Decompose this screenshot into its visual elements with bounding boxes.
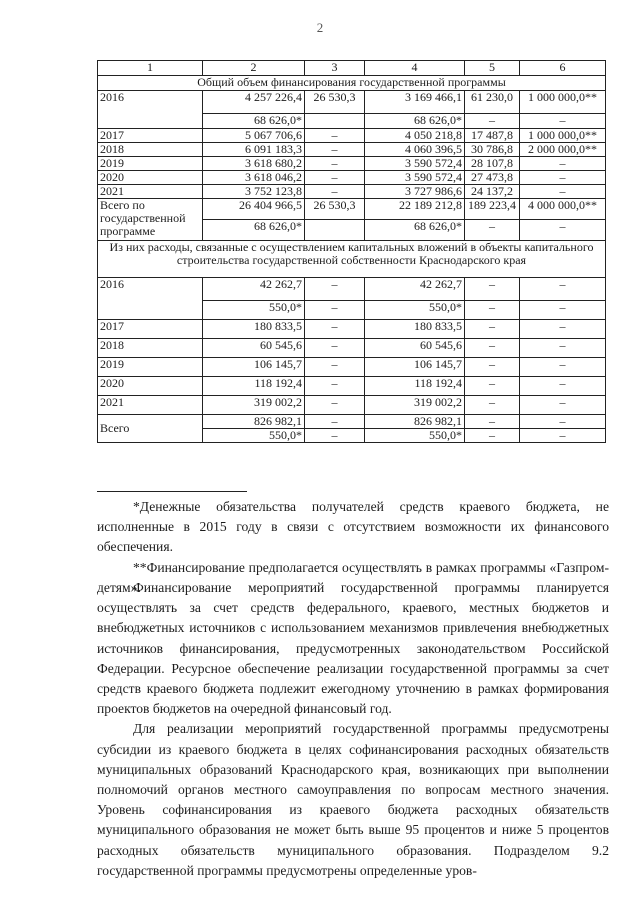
year-cell: 2017: [98, 129, 203, 143]
table-cell: 60 545,6: [365, 339, 465, 358]
table-cell: –: [465, 220, 520, 241]
table-cell: 2 000 000,0**: [520, 143, 606, 157]
table-cell: 22 189 212,8: [365, 199, 465, 220]
table-cell: –: [305, 301, 365, 320]
table-row: [98, 377, 606, 396]
table-cell: –: [465, 301, 520, 320]
table-cell: –: [305, 185, 365, 199]
table-cell: 118 192,4: [203, 377, 305, 396]
table-cell: –: [520, 396, 606, 415]
table-cell: 106 145,7: [365, 358, 465, 377]
table-cell: –: [305, 129, 365, 143]
table-cell: 3 618 680,2: [203, 157, 305, 171]
table-cell: 28 107,8: [465, 157, 520, 171]
table-cell: 68 626,0*: [365, 114, 465, 129]
table-row: [98, 415, 606, 429]
footnote-single-star: *Денежные обязательства получателей средств краевого бюджета, не исполненные в 2015 году в связи с отсутствием возможности их финансового обеспечения.: [97, 499, 609, 555]
table-row: [98, 171, 606, 185]
table-cell: –: [520, 114, 606, 129]
table-cell: 826 982,1: [203, 415, 305, 429]
table-cell: 189 223,4: [465, 199, 520, 220]
table-cell: –: [305, 278, 365, 301]
table-cell: 550,0*: [365, 429, 465, 443]
year-cell: 2016: [98, 278, 203, 320]
table-row: [98, 143, 606, 157]
table-cell: 3 590 572,4: [365, 157, 465, 171]
table-row: [98, 278, 606, 301]
year-cell: 2016: [98, 91, 203, 129]
table-cell: –: [465, 377, 520, 396]
table-cell: 42 262,7: [365, 278, 465, 301]
footnote-separator: [97, 491, 247, 492]
table-cell: 180 833,5: [365, 320, 465, 339]
table-cell: [305, 220, 365, 241]
table-cell: 26 530,3: [305, 199, 365, 220]
year-cell: 2019: [98, 157, 203, 171]
section-title-row: [98, 76, 606, 91]
table-cell: 550,0*: [203, 301, 305, 320]
table-cell: 106 145,7: [203, 358, 305, 377]
table-cell: 1 000 000,0**: [520, 91, 606, 114]
table-cell: –: [520, 220, 606, 241]
year-cell: 2021: [98, 185, 203, 199]
table-cell: 6 091 183,3: [203, 143, 305, 157]
column-number: 5: [465, 61, 520, 76]
table-cell: 68 626,0*: [203, 220, 305, 241]
table-row: [98, 339, 606, 358]
table-row: [98, 185, 606, 199]
table-cell: 3 618 046,2: [203, 171, 305, 185]
table-row: [98, 320, 606, 339]
paragraph-subsidies: Для реализации мероприятий государственной программы предусмотрены субсидии из краевого бюджета в целях софинансирования расходных обязательств муниципальных образований Краснодарского края, возникающих при выполнении полномочий органов местного самоуправления по вопросам местного значения. Уровень софинансирования из краевого бюджета расходных обязательств муниципального образования не может быть выше 95 процентов и ниже 5 процентов расходных обязательств муниципального образования. Подразделом 9.2 государственной программы предусмотрены определенные уров-: [97, 721, 609, 878]
table-cell: –: [520, 320, 606, 339]
table-cell: –: [520, 377, 606, 396]
table-cell: 1 000 000,0**: [520, 129, 606, 143]
table-cell: –: [305, 143, 365, 157]
year-cell: 2017: [98, 320, 203, 339]
table-cell: –: [465, 358, 520, 377]
table-row: [98, 157, 606, 171]
total-label: Всего по государственной программе: [98, 199, 203, 241]
table-row: [98, 358, 606, 377]
table-cell: 4 050 218,8: [365, 129, 465, 143]
table-cell: 60 545,6: [203, 339, 305, 358]
year-cell: 2020: [98, 377, 203, 396]
table-cell: –: [520, 301, 606, 320]
table-header-row: [98, 61, 606, 76]
table-cell: 319 002,2: [203, 396, 305, 415]
table-cell: 4 060 396,5: [365, 143, 465, 157]
table-row: [98, 199, 606, 220]
table-cell: –: [520, 429, 606, 443]
table-cell: –: [465, 278, 520, 301]
table-cell: 3 727 986,6: [365, 185, 465, 199]
year-cell: 2018: [98, 339, 203, 358]
table-cell: 118 192,4: [365, 377, 465, 396]
column-number: 1: [98, 61, 203, 76]
table-cell: –: [465, 429, 520, 443]
table-cell: 27 473,8: [465, 171, 520, 185]
table-cell: 26 530,3: [305, 91, 365, 114]
table-cell: –: [520, 157, 606, 171]
table-cell: 4 000 000,0**: [520, 199, 606, 220]
table-cell: –: [520, 278, 606, 301]
table-cell: –: [305, 157, 365, 171]
table-cell: 17 487,8: [465, 129, 520, 143]
table-cell: 550,0*: [203, 429, 305, 443]
table-cell: [305, 114, 365, 129]
table-cell: 319 002,2: [365, 396, 465, 415]
table-cell: 3 590 572,4: [365, 171, 465, 185]
table-cell: –: [305, 429, 365, 443]
financing-table: [97, 60, 606, 443]
table-cell: 5 067 706,6: [203, 129, 305, 143]
table-cell: –: [520, 339, 606, 358]
table-cell: –: [305, 171, 365, 185]
table-cell: –: [465, 114, 520, 129]
total-label: Всего: [98, 415, 203, 443]
table-cell: –: [465, 339, 520, 358]
table-cell: –: [465, 415, 520, 429]
table-cell: –: [305, 358, 365, 377]
year-cell: 2019: [98, 358, 203, 377]
table-cell: –: [465, 396, 520, 415]
table-cell: 26 404 966,5: [203, 199, 305, 220]
table-cell: 30 786,8: [465, 143, 520, 157]
paragraph-financing: Финансирование мероприятий государственной программы планируется осуществлять за счет средств федерального, краевого, местных бюджетов и внебюджетных источников с использованием механизмов привлечения внебюджетных источников финансирования, предусмотренных законодательством Российской Федерации. Ресурсное обеспечение реализации государственной программы за счет средств краевого бюджета подлежит ежегодному уточнению в рамках формирования проектов бюджетов на очередной финансовый год.: [97, 580, 609, 717]
table-cell: 4 257 226,4: [203, 91, 305, 114]
table-row: [98, 129, 606, 143]
table-row: [98, 91, 606, 114]
table-cell: –: [520, 415, 606, 429]
column-number: 2: [203, 61, 305, 76]
table-cell: 3 169 466,1: [365, 91, 465, 114]
column-number: 3: [305, 61, 365, 76]
table-cell: 68 626,0*: [203, 114, 305, 129]
section-title-row: [98, 241, 606, 278]
table-cell: –: [305, 377, 365, 396]
year-cell: 2018: [98, 143, 203, 157]
section-title: Общий объем финансирования государственной программы: [98, 76, 606, 91]
table-cell: –: [305, 320, 365, 339]
table-cell: –: [305, 415, 365, 429]
table-cell: 3 752 123,8: [203, 185, 305, 199]
table-cell: 180 833,5: [203, 320, 305, 339]
table-row: [98, 396, 606, 415]
table-cell: 42 262,7: [203, 278, 305, 301]
table-cell: 68 626,0*: [365, 220, 465, 241]
footnote-double-star: **Финансирование предполагается осуществлять в рамках программы «Газпром-детям».: [97, 559, 609, 595]
year-cell: 2020: [98, 171, 203, 185]
page-number: 2: [316, 20, 324, 35]
table-cell: –: [305, 396, 365, 415]
table-cell: –: [305, 339, 365, 358]
body-text: [97, 578, 609, 881]
table-cell: –: [465, 320, 520, 339]
table-cell: –: [520, 358, 606, 377]
column-number: 6: [520, 61, 606, 76]
table-cell: 24 137,2: [465, 185, 520, 199]
table-cell: –: [520, 185, 606, 199]
table-cell: 826 982,1: [365, 415, 465, 429]
table-cell: 550,0*: [365, 301, 465, 320]
column-number: 4: [365, 61, 465, 76]
section-title: Из них расходы, связанные с осуществлением капитальных вложений в объекты капитального строительства государственной собственности Краснодарского края: [98, 241, 606, 278]
year-cell: 2021: [98, 396, 203, 415]
table-cell: –: [520, 171, 606, 185]
table-cell: 61 230,0: [465, 91, 520, 114]
